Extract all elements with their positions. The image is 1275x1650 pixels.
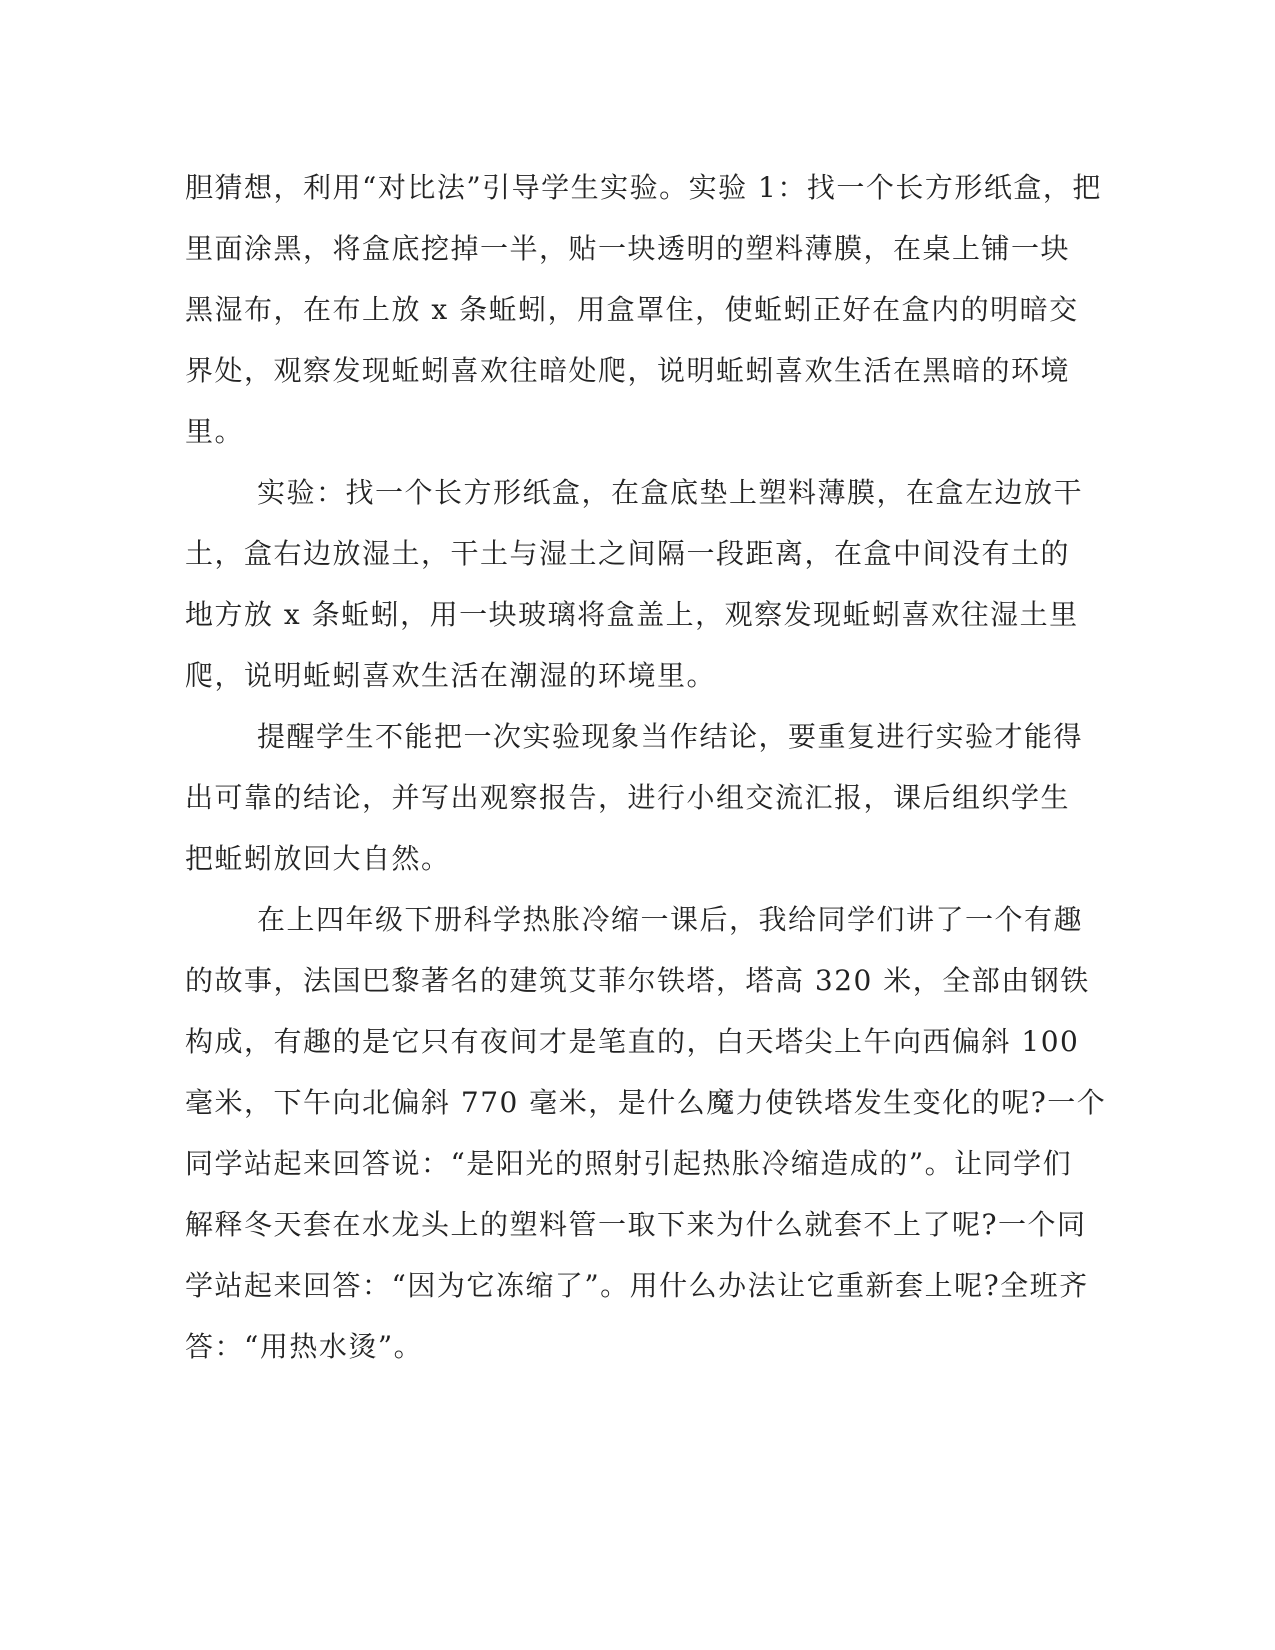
- text-line: 爬，说明蚯蚓喜欢生活在潮湿的环境里。: [185, 659, 717, 692]
- text-line: 毫米，下午向北偏斜 770 毫米，是什么魔力使铁塔发生变化的呢?一个: [185, 1086, 1107, 1119]
- text-line: 实验：找一个长方形纸盒，在盒底垫上塑料薄膜，在盒左边放干: [257, 476, 1084, 509]
- text-line: 提醒学生不能把一次实验现象当作结论，要重复进行实验才能得: [257, 720, 1084, 753]
- text-line: 的故事，法国巴黎著名的建筑艾菲尔铁塔，塔高 320 米，全部由钢铁: [185, 964, 1090, 997]
- document-body: [185, 157, 1107, 1377]
- text-line: 出可靠的结论，并写出观察报告，进行小组交流汇报，课后组织学生: [185, 781, 1071, 814]
- text-line: 把蚯蚓放回大自然。: [185, 842, 451, 875]
- text-line: 界处，观察发现蚯蚓喜欢往暗处爬，说明蚯蚓喜欢生活在黑暗的环境: [185, 354, 1071, 387]
- paragraph-1: [185, 157, 1102, 462]
- paragraph-2: [185, 462, 1084, 706]
- text-line: 里面涂黑，将盒底挖掉一半，贴一块透明的塑料薄膜，在桌上铺一块: [185, 232, 1071, 265]
- text-line: 黑湿布，在布上放 x 条蚯蚓，用盒罩住，使蚯蚓正好在盒内的明暗交: [185, 293, 1079, 326]
- text-line: 答：“用热水烫”。: [185, 1330, 424, 1363]
- text-line: 胆猜想，利用“对比法”引导学生实验。实验 1：找一个长方形纸盒，把: [185, 171, 1102, 204]
- text-line: 学站起来回答：“因为它冻缩了”。用什么办法让它重新套上呢?全班齐: [185, 1269, 1089, 1302]
- text-line: 构成，有趣的是它只有夜间才是笔直的，白天塔尖上午向西偏斜 100: [185, 1025, 1080, 1058]
- paragraph-4: [185, 889, 1107, 1377]
- text-line: 地方放 x 条蚯蚓，用一块玻璃将盒盖上，观察发现蚯蚓喜欢往湿土里: [185, 598, 1079, 631]
- text-line: 里。: [185, 415, 245, 448]
- text-line: 在上四年级下册科学热胀冷缩一课后，我给同学们讲了一个有趣: [257, 903, 1084, 936]
- text-line: 土，盒右边放湿土，干土与湿土之间隔一段距离，在盒中间没有土的: [185, 537, 1071, 570]
- text-line: 同学站起来回答说：“是阳光的照射引起热胀冷缩造成的”。让同学们: [185, 1147, 1073, 1180]
- text-line: 解释冬天套在水龙头上的塑料管一取下来为什么就套不上了呢?一个同: [185, 1208, 1087, 1241]
- paragraph-3: [185, 706, 1084, 889]
